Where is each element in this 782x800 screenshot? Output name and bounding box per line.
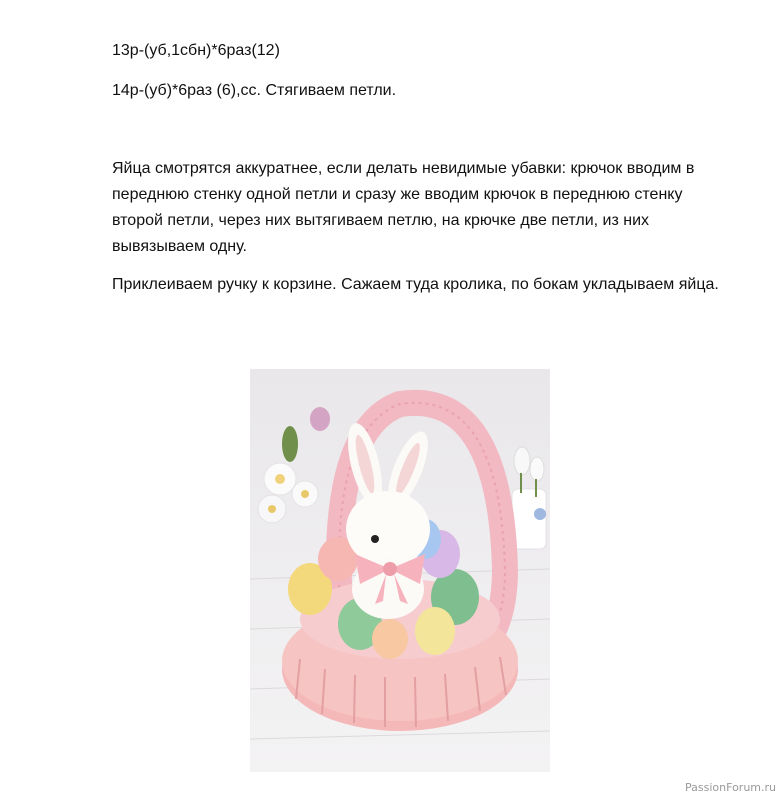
assembly-instruction: Приклеиваем ручку к корзине. Сажаем туда кролика, по бокам укладываем яйца. [112,276,719,293]
crochet-basket-illustration [250,369,550,772]
crochet-easter-basket-photo [250,369,550,772]
pattern-row-14: 14р-(уб)*6раз (6),сс. Стягиваем петли. [112,82,397,99]
invisible-decrease-tip: Яйца смотрятся аккуратнее, если делать невидимые убавки: крючок вводим в переднюю стенку одной петли и сразу же вводим крючок в переднюю стенку второй петли, через них вытягиваем петлю, на крючке две петли, из них вывязываем одну. [112,160,695,255]
pattern-row-13: 13р-(уб,1сбн)*6раз(12) [112,42,280,59]
tulips-right [512,447,546,549]
watermark: PassionForum.ru [685,781,776,794]
